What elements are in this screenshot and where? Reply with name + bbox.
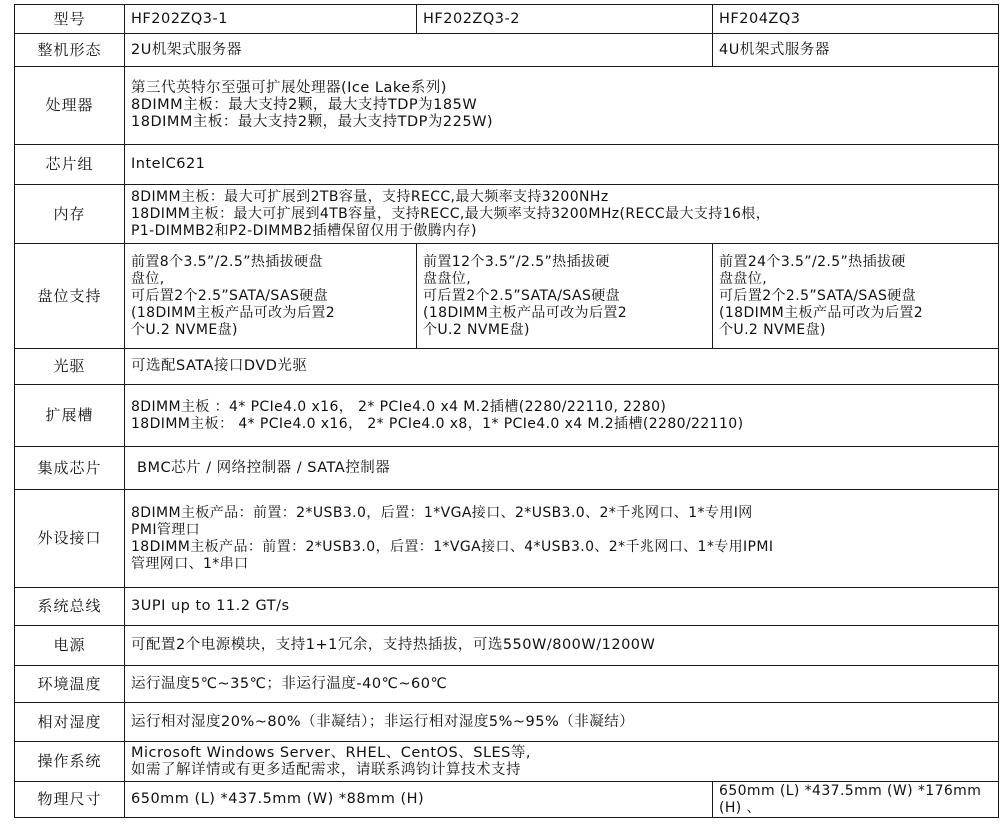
io-line: 18DIMM主板产品：前置：2*USB3.0，后置：1*VGA接口、4*USB3.0、2*千兆网口、1*专用IPMI: [131, 538, 774, 555]
drive-bays-line: 可后置2个2.5”SATA/SAS硬盘: [719, 287, 917, 304]
humidity-label: 相对湿度: [15, 703, 125, 742]
model-hf202zq3-2: HF202ZQ3-2: [417, 5, 713, 34]
row-model: [15, 5, 999, 34]
bus-value: 3UPI up to 11.2 GT/s: [125, 588, 999, 626]
os-line: 如需了解详情或有更多适配需求，请联系鸿钧计算技术支持: [131, 761, 521, 778]
temperature-value: 运行温度5℃~35℃；非运行温度-40℃~60℃: [125, 666, 999, 703]
drive-bays-line: 可后置2个2.5”SATA/SAS硬盘: [131, 287, 329, 304]
row-processor: [15, 67, 999, 145]
memory-value: [125, 185, 999, 244]
power-value: 可配置2个电源模块，支持1+1冗余，支持热插拔，可选550W/800W/1200W: [125, 626, 999, 666]
memory-line: 18DIMM主板：最大可扩展到4TB容量，支持RECC,最大频率支持3200MHz(RECC最大支持16根，: [131, 205, 771, 222]
drive-bays-line: 个U.2 NVME盘): [719, 321, 826, 338]
drive-bays-line: (18DIMM主板产品可改为后置2: [719, 304, 924, 321]
form-factor-4u: 4U机架式服务器: [713, 34, 999, 67]
drive-bays-hf202zq3-2: [417, 244, 713, 349]
os-line: Microsoft Windows Server、RHEL、CentOS、SLES等,: [131, 744, 531, 761]
memory-line: P1-DIMMB2和P2-DIMMB2插槽保留仅用于傲腾内存): [131, 222, 477, 239]
io-label: 外设接口: [15, 490, 125, 588]
expansion-line: 8DIMM主板 ：4* PCIe4.0 x16， 2* PCIe4.0 x4 M.2插槽(2280/22110, 2280): [131, 398, 667, 415]
drive-bays-label: 盘位支持: [15, 244, 125, 349]
spec-table: [14, 4, 999, 818]
os-label: 操作系统: [15, 742, 125, 782]
optical-value: 可选配SATA接口DVD光驱: [125, 349, 999, 385]
drive-bays-line: 盘盘位,: [719, 270, 768, 287]
row-form-factor: [15, 34, 999, 67]
drive-bays-line: 前置24个3.5”/2.5”热插拔硬: [719, 253, 906, 270]
temperature-label: 环境温度: [15, 666, 125, 703]
row-dimensions: [15, 782, 999, 818]
processor-line: 18DIMM主板：最大支持2颗，最大支持TDP为225W): [131, 114, 494, 130]
expansion-label: 扩展槽: [15, 385, 125, 447]
row-expansion: [15, 385, 999, 447]
expansion-value: [125, 385, 999, 447]
integrated-value: [125, 447, 999, 490]
row-chipset: [15, 145, 999, 185]
drive-bays-line: 个U.2 NVME盘): [423, 321, 530, 338]
model-label: 型号: [15, 5, 125, 34]
bus-label: 系统总线: [15, 588, 125, 626]
row-os: [15, 742, 999, 782]
dimensions-4u-text: 650mm (L) *437.5mm (W) *176mm (H) 、: [719, 782, 982, 816]
integrated-label: 集成芯片: [15, 447, 125, 490]
drive-bays-line: 个U.2 NVME盘): [131, 321, 238, 338]
humidity-value: 运行相对湿度20%~80%（非凝结）；非运行相对湿度5%~95%（非凝结）: [125, 703, 999, 742]
io-value: [125, 490, 999, 588]
row-optical: [15, 349, 999, 385]
processor-line: 第三代英特尔至强可扩展处理器(Ice Lake系列): [131, 80, 447, 96]
model-hf202zq3-1: HF202ZQ3-1: [125, 5, 417, 34]
chipset-value: IntelC621: [125, 145, 999, 185]
row-bus: [15, 588, 999, 626]
drive-bays-line: 前置12个3.5”/2.5”热插拔硬: [423, 253, 610, 270]
form-factor-2u: 2U机架式服务器: [125, 34, 713, 67]
form-factor-label: 整机形态: [15, 34, 125, 67]
drive-bays-line: 可后置2个2.5”SATA/SAS硬盘: [423, 287, 621, 304]
row-integrated: [15, 447, 999, 490]
drive-bays-line: 前置8个3.5”/2.5”热插拔硬盘: [131, 253, 323, 270]
chipset-label: 芯片组: [15, 145, 125, 185]
dimensions-4u: [713, 782, 999, 818]
memory-label: 内存: [15, 185, 125, 244]
io-line: PMI管理口: [131, 521, 201, 538]
integrated-text: BMC芯片 / 网络控制器 / SATA控制器: [137, 459, 391, 476]
row-io: [15, 490, 999, 588]
dimensions-2u: 650mm (L) *437.5mm (W) *88mm (H): [125, 782, 713, 818]
optical-label: 光驱: [15, 349, 125, 385]
processor-label: 处理器: [15, 67, 125, 145]
power-label: 电源: [15, 626, 125, 666]
row-humidity: [15, 703, 999, 742]
drive-bays-hf202zq3-1: [125, 244, 417, 349]
processor-line: 8DIMM主板：最大支持2颗，最大支持TDP为185W: [131, 97, 478, 113]
io-line: 管理网口、1*串口: [131, 555, 249, 572]
processor-value: [125, 67, 999, 145]
dimensions-label: 物理尺寸: [15, 782, 125, 818]
expansion-line: 18DIMM主板： 4* PCIe4.0 x16， 2* PCIe4.0 x8，1* PCIe4.0 x4 M.2插槽(2280/22110): [131, 415, 744, 432]
os-value: [125, 742, 999, 782]
drive-bays-line: (18DIMM主板产品可改为后置2: [423, 304, 628, 321]
drive-bays-line: 盘位,: [131, 270, 165, 287]
memory-line: 8DIMM主板：最大可扩展到2TB容量，支持RECC,最大频率支持3200NHz: [131, 188, 609, 205]
row-power: [15, 626, 999, 666]
model-hf204zq3: HF204ZQ3: [713, 5, 999, 34]
drive-bays-line: 盘盘位,: [423, 270, 472, 287]
drive-bays-hf204zq3: [713, 244, 999, 349]
row-memory: [15, 185, 999, 244]
row-temperature: [15, 666, 999, 703]
row-drive-bays: [15, 244, 999, 349]
drive-bays-line: (18DIMM主板产品可改为后置2: [131, 304, 336, 321]
io-line: 8DIMM主板产品：前置：2*USB3.0，后置：1*VGA接口、2*USB3.0、2*千兆网口、1*专用I网: [131, 504, 753, 521]
